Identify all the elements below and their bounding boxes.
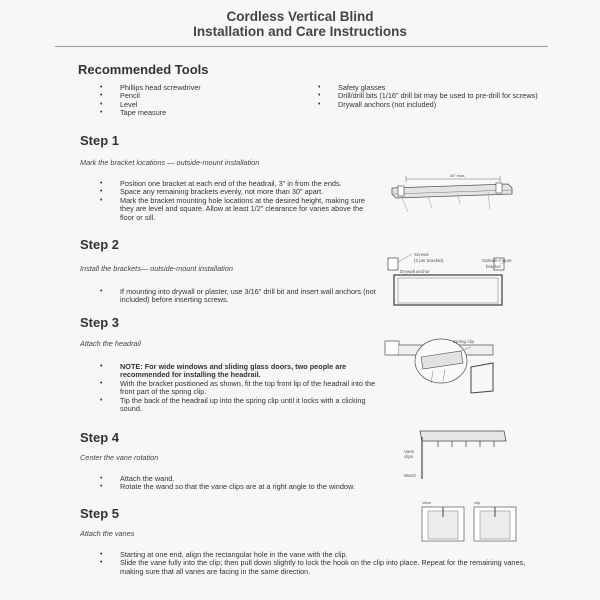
tool-item: • Tape measure (100, 109, 290, 117)
figure-label: Drywall anchor (400, 269, 430, 274)
figure-label: Screws (414, 252, 429, 257)
figure-label: Vane (404, 449, 415, 454)
header-divider (55, 46, 548, 47)
figure-label: Vane (422, 500, 432, 505)
figure-label: Wand (404, 473, 416, 478)
step-3-heading: Step 3 (80, 315, 120, 330)
step-bullet: • Slide the vane fully into the clip; then pull down slightly to lock the hook on the clip into place. Repeat for the remaining vanes, making sure that all vanes are facing in the same direction. (100, 559, 540, 576)
step-1-headrail-illustration (388, 170, 518, 220)
tools-heading: Recommended Tools (78, 62, 209, 77)
tool-item: • Safety glasses (318, 84, 548, 92)
step-1-subtitle: Mark the bracket locations — outside-mount installation (80, 158, 260, 167)
step-5-bullets (100, 551, 540, 576)
document-subtitle: Installation and Care Instructions (193, 24, 407, 39)
figure-label: (2 per bracket) (414, 258, 444, 263)
step-2-bracket-illustration (382, 248, 527, 308)
tool-item: • Level (100, 101, 290, 109)
step-1-bullets (100, 180, 378, 222)
step-4-subtitle: Center the vane rotation (80, 453, 159, 462)
step-bullet: • Space any remaining brackets evenly, not more than 30" apart. (100, 188, 378, 196)
tool-item: • Phillips head screwdriver (100, 84, 290, 92)
figure-label: clips (404, 454, 414, 459)
figure-label: bracket (486, 264, 501, 269)
step-bullet: • If mounting into drywall or plaster, use 3/16" drill bit and insert wall anchors (not included) before inserting screws. (100, 288, 380, 305)
step-2-bullets (100, 288, 380, 305)
step-4-heading: Step 4 (80, 430, 120, 445)
tool-item: • Drill/drill bits (1/16" drill bit may be used to pre-drill for screws) (318, 92, 548, 100)
step-5-subtitle: Attach the vanes (80, 529, 135, 538)
step-2-subtitle: Install the brackets— outside-mount installation (80, 264, 233, 273)
step-bullet: • Starting at one end, align the rectangular hole in the vane with the clip. (100, 551, 540, 559)
step-bullet: • Position one bracket at each end of the headrail, 3" in from the ends. (100, 180, 378, 188)
step-bullet: • Tip the back of the headrail up into the spring clip until it locks with a clicking sound. (100, 397, 378, 414)
step-4-wand-illustration (400, 425, 510, 483)
tools-list-right (318, 84, 548, 109)
figure-label: clip (474, 500, 481, 505)
tool-item: • Pencil (100, 92, 290, 100)
document-title: Cordless Vertical Blind (226, 9, 374, 24)
step-3-subtitle: Attach the headrail (80, 339, 141, 348)
figure-label: Outside-mount (482, 258, 512, 263)
step-3-bullets (100, 363, 378, 413)
figure-label: 30" max. (450, 173, 466, 178)
step-2-heading: Step 2 (80, 237, 120, 252)
step-bullet: • Rotate the wand so that the vane clips are at a right angle to the window. (100, 483, 390, 491)
step-5-heading: Step 5 (80, 506, 120, 521)
step-5-vane-illustration (418, 497, 528, 545)
step-4-bullets (100, 475, 390, 492)
tool-item: • Drywall anchors (not included) (318, 101, 548, 109)
figure-label: Spring clip (453, 339, 475, 344)
step-bullet: • With the bracket positioned as shown, fit the top front lip of the headrail into the front part of the spring clip. (100, 380, 378, 397)
step-bullet: • Mark the bracket mounting hole locations at the desired height, making sure they are level and square. Allow at least 1/2" clearance for vanes above the floor or sill. (100, 197, 378, 222)
tools-list-left (100, 84, 290, 118)
step-note: • NOTE: For wide windows and sliding glass doors, two people are recommended for installing the headrail. (100, 363, 378, 380)
step-3-headrail-illustration (383, 333, 503, 395)
step-1-heading: Step 1 (80, 133, 120, 148)
step-bullet: • Attach the wand. (100, 475, 390, 483)
